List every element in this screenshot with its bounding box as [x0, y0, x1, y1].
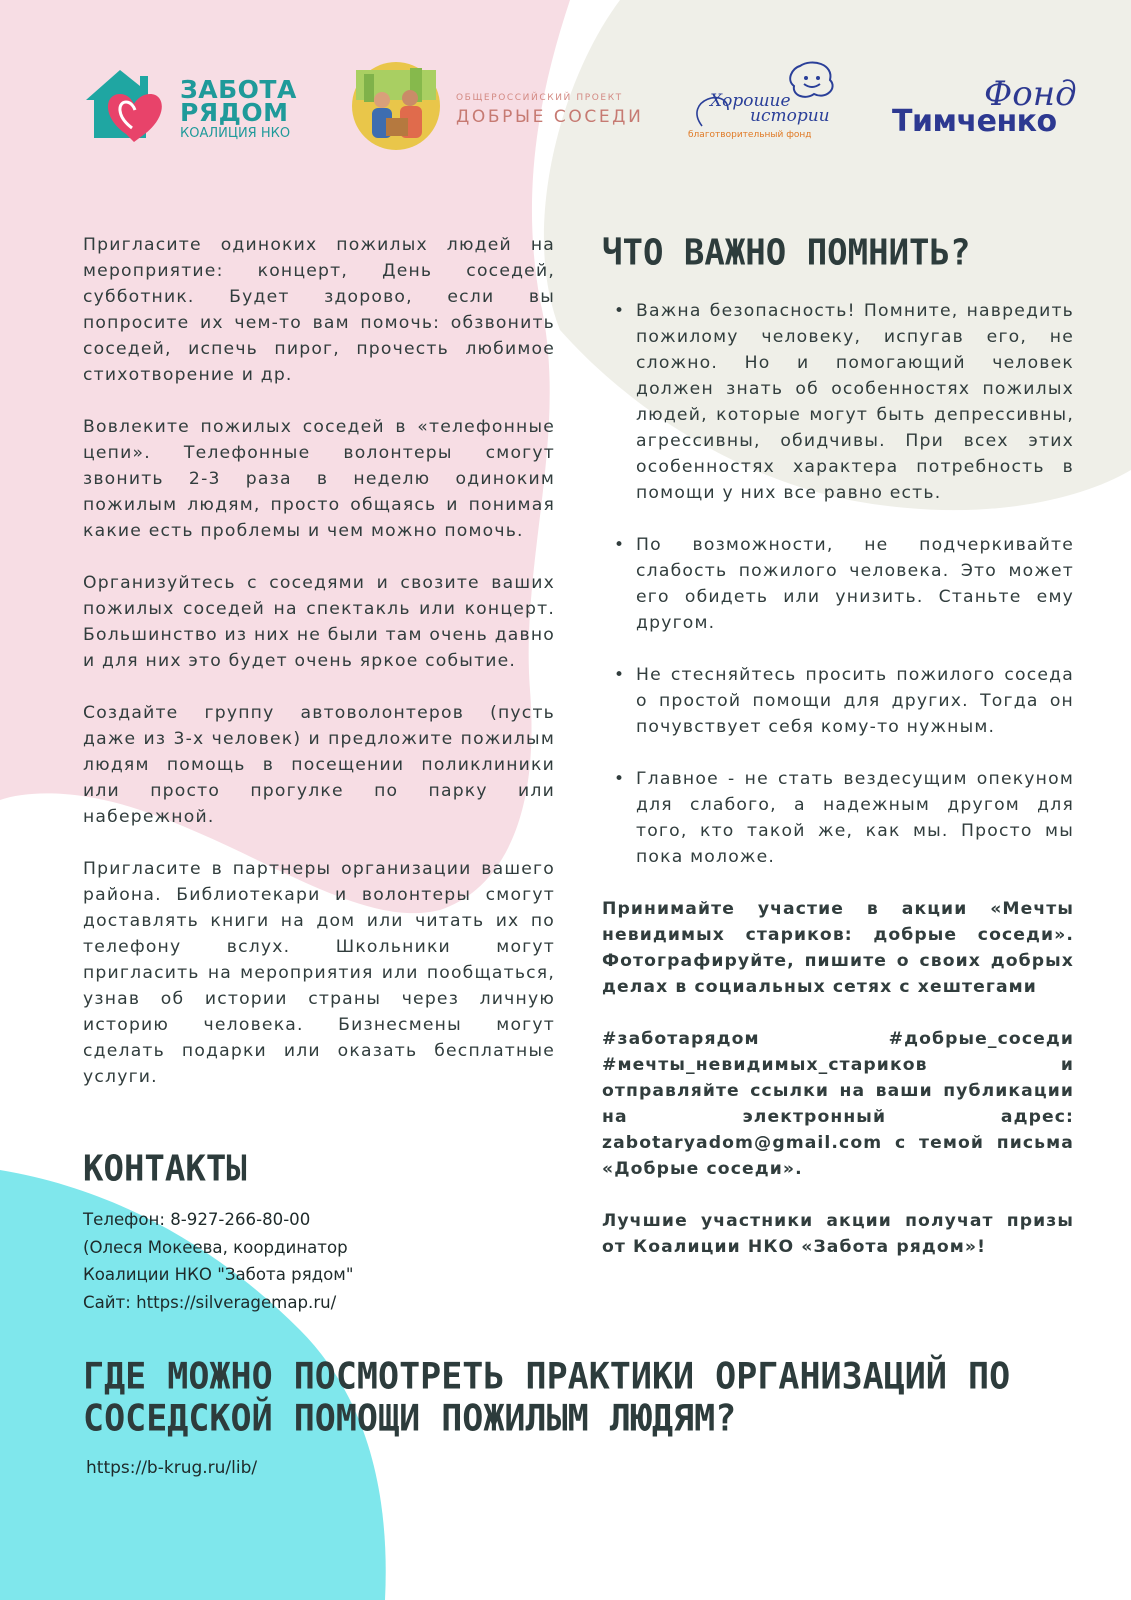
logo-dobrye-sosedi: [350, 60, 650, 150]
left-paragraph: Пригласите в партнеры организации вашего района. Библиотекари и волонтеры смогут доставлять книги на дом или читать их по телефону вслух. Школьники могут пригласить на мероприятия или пообщаться, узнав об истории страны через личную историю человека. Бизнесмены могут сделать подарки или оказать бесплатные услуги.: [83, 859, 555, 1087]
zabota-title-line1: ЗАБОТА: [180, 75, 297, 104]
logo-khoroshie-istorii: [688, 60, 848, 150]
bullet-icon: •: [614, 535, 626, 555]
practices-heading-line2: СОСЕДСКОЙ ПОМОЩИ ПОЖИЛЫМ ЛЮДЯМ?: [83, 1398, 737, 1440]
prizes-paragraph: Лучшие участники акции получат призы от Коалиции НКО «Забота рядом»!: [602, 1211, 1074, 1257]
bullet-icon: •: [614, 301, 626, 321]
tip-item: [602, 532, 1074, 636]
left-paragraph: Вовлеките пожилых соседей в «телефонные цепи». Телефонные волонтеры смогут звонить 2-3 раза в неделю одиноким пожилым людям, просто общаясь и понимая какие есть проблемы и чем можно помочь.: [83, 417, 555, 541]
timchenko-name: Тимченко: [892, 104, 1057, 139]
contacts-section: [83, 1150, 543, 1316]
zabota-title-line2: РЯДОМ: [180, 98, 289, 127]
contacts-heading: КОНТАКТЫ: [83, 1148, 247, 1190]
istorii-title-line2: истории: [750, 106, 830, 126]
istorii-title-line1: Хорошие: [710, 91, 791, 111]
neighbors-illustration: [350, 60, 442, 152]
practices-library-link[interactable]: https://b-krug.ru/lib/: [86, 1458, 258, 1478]
practices-section: [83, 1358, 1083, 1438]
istorii-title: [710, 91, 830, 126]
left-column: [83, 232, 555, 1116]
bullet-icon: •: [614, 665, 626, 685]
tip-text: Главное - не стать вездесущим опекуном для слабого, а надежным другом для того, кто такой же, как мы. Просто мы пока моложе.: [636, 769, 1074, 867]
tip-item: [602, 298, 1074, 506]
hashtags-paragraph: #заботарядом #добрые_соседи #мечты_невидимых_стариков и отправляйте ссылки на ваши публикации на электронный адрес: zabotaryadom@gmail.com с темой письма «Добрые соседи».: [602, 1029, 1074, 1179]
contact-person: (Олеся Мокеева, координатор: [83, 1237, 348, 1257]
timchenko-fond-word: Фонд: [984, 74, 1077, 114]
sosedi-project-name: ДОБРЫЕ СОСЕДИ: [456, 107, 644, 127]
tip-item: [602, 766, 1074, 870]
campaign-paragraph: Принимайте участие в акции «Мечты невидимых стариков: добрые соседи». Фотографируйте, пишите о своих добрых делах в социальных сетях с хештегами: [602, 899, 1074, 997]
logo-zabota-ryadom: [82, 64, 302, 144]
contact-website[interactable]: Сайт: https://silveragemap.ru/: [83, 1292, 337, 1312]
right-column: [602, 232, 1074, 1286]
house-heart-icon: [82, 64, 174, 144]
tips-list: [602, 298, 1074, 870]
tip-item: [602, 662, 1074, 740]
zabota-subtitle: КОАЛИЦИЯ НКО: [180, 126, 291, 141]
istorii-subtitle: благотворительный фонд: [688, 130, 812, 140]
what-to-remember-heading: ЧТО ВАЖНО ПОМНИТЬ?: [602, 232, 971, 274]
practices-heading-line1: ГДЕ МОЖНО ПОСМОТРЕТЬ ПРАКТИКИ ОРГАНИЗАЦИЙ ПО: [83, 1356, 1011, 1398]
sosedi-project-label: ОБЩЕРОССИЙСКИЙ ПРОЕКТ: [456, 93, 623, 103]
contact-organization: Коалиции НКО "Забота рядом": [83, 1265, 354, 1284]
bullet-icon: •: [614, 769, 626, 789]
tip-text: По возможности, не подчеркивайте слабость пожилого человека. Это может его обидеть или унизить. Станьте ему другом.: [636, 535, 1074, 633]
tip-text: Не стесняйтесь просить пожилого соседа о простой помощи для других. Тогда он почувствует себя кому-то нужным.: [636, 665, 1074, 737]
left-paragraph: Создайте группу автоволонтеров (пусть даже из 3-х человек) и предложите пожилым людям помощь в посещении поликлиники или просто прогулке по парку или набережной.: [83, 703, 555, 827]
practices-heading: [83, 1356, 1083, 1440]
left-paragraph: Пригласите одиноких пожилых людей на мероприятие: концерт, День соседей, субботник. Будет здорово, если вы попросите их чем-то вам помочь: обзвонить соседей, испечь пирог, прочесть любимое стихотворение и др.: [83, 235, 555, 385]
contact-phone[interactable]: Телефон: 8-927-266-80-00: [83, 1210, 311, 1229]
left-paragraph: Организуйтесь с соседями и свозите ваших пожилых соседей на спектакль или концерт. Большинство из них не были там очень давно и для них это будет очень яркое событие.: [83, 573, 555, 671]
tip-text: Важна безопасность! Помните, навредить пожилому человеку, испугав его, не сложно. Но и помогающий человек должен знать об особенностях пожилых людей, которые могут быть депрессивны, агрессивны, обидчивы. При всех этих особенностях характера потребность в помощи у них все равно есть.: [636, 301, 1074, 503]
zabota-title: [180, 75, 297, 127]
logo-fond-timchenko: [880, 74, 1080, 154]
